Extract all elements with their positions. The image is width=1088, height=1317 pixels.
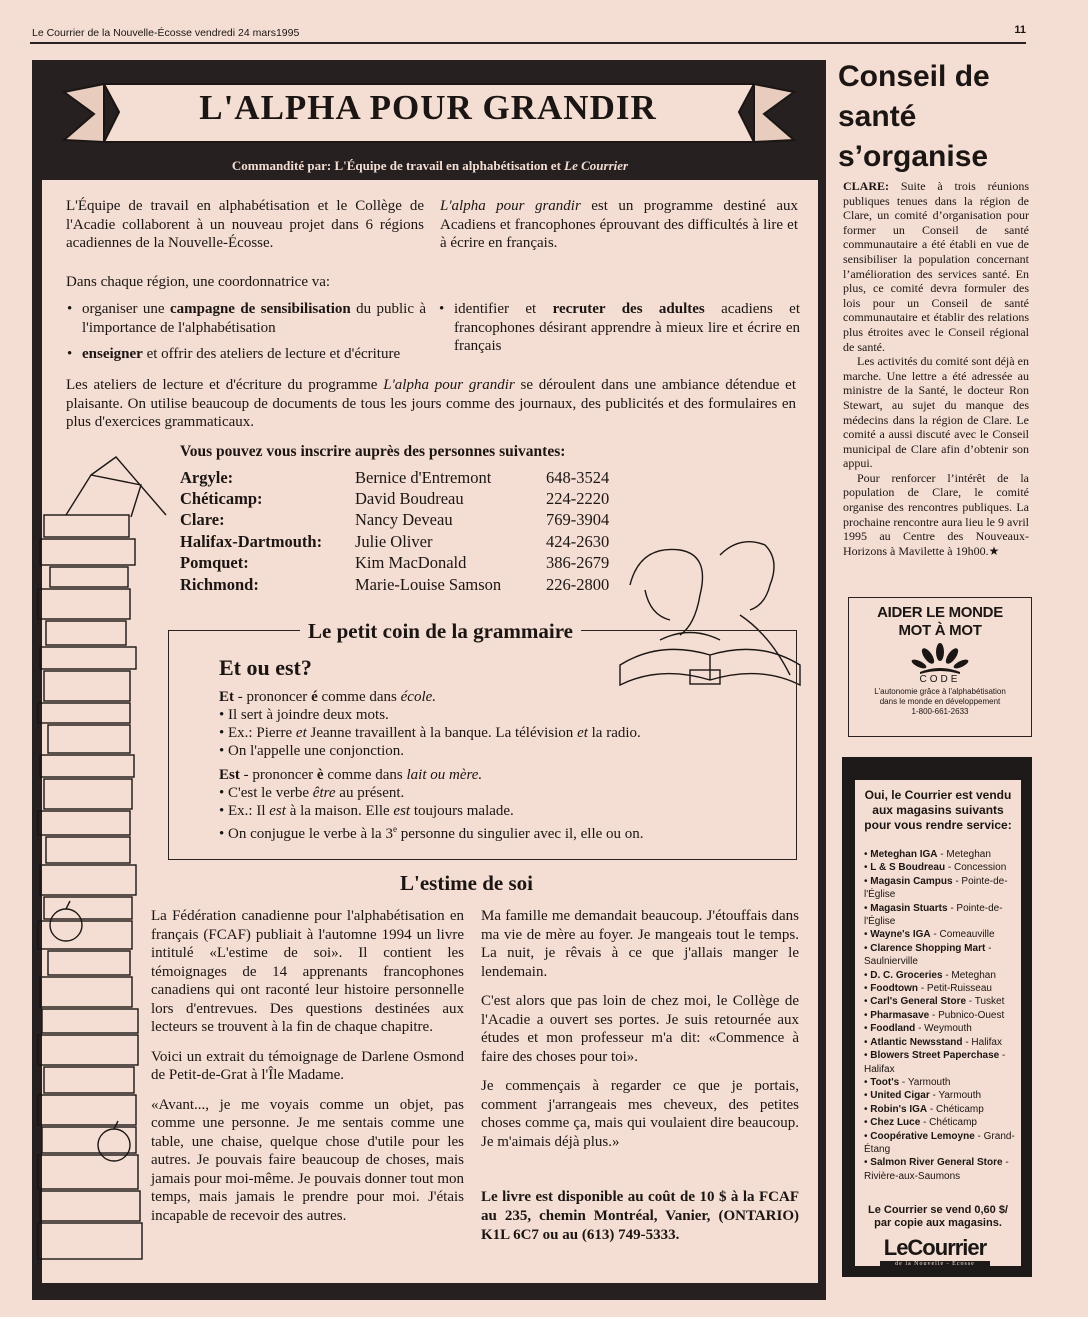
- grammar-subtitle: Et ou est?: [219, 655, 312, 680]
- shop-item: • United Cigar - Yarmouth: [864, 1090, 982, 1102]
- article-title: L'ALPHA POUR GRANDIR: [199, 88, 657, 127]
- inscription-title: Vous pouvez vous inscrire auprès des personnes suivantes:: [180, 443, 566, 460]
- et-heading: Et - prononcer é comme dans école.: [219, 689, 437, 705]
- shops-price-note: Le Courrier se vend 0,60 $/ par copie aux magasins.: [867, 1204, 1008, 1229]
- ateliers-paragraph: Les ateliers de lecture et d'écriture du programme L'alpha pour grandir se déroulent dans une ambiance détendue et plaisante. On utilise beaucoup de documents de tous les jours comme des journaux, des publicités et des formulaires en plus d'exercices grammaticaux.: [66, 377, 796, 430]
- bullet-recruter: • identifier et recruter des adultes acadiens et francophones désirant apprendre à mieux lire et écrire en français: [438, 300, 800, 356]
- shop-item: • Magasin Stuarts - Pointe-de-l'Église: [864, 902, 1003, 928]
- code-ad: [848, 597, 1032, 737]
- region-intro-line: Dans chaque région, une coordonnatrice va:: [66, 274, 331, 290]
- code-wordmark: CODE: [919, 674, 961, 685]
- le-courrier-logo: LeCourrier de la Nouvelle - Écosse: [880, 1236, 990, 1267]
- estime-right-column: [481, 907, 799, 1162]
- estime-paragraph: Je commençais à regarder ce que je portais, comment j'arrangeais mes cheveux, des petites choses comme ça, mais qui voulaient dire beaucoup. Je m'aimais déjà plus.»: [481, 1078, 799, 1150]
- estime-paragraph: Ma famille me demandait beaucoup. J'étouffais dans ma vie de mère au foyer. Je mangeais tout le temps. La nuit, je rêvais à ce que j'allais manger le lendemain.: [481, 908, 799, 980]
- est-line-2: • Ex.: Il est à la maison. Elle est toujours malade.: [219, 803, 514, 819]
- intro-right: L'alpha pour grandir est un programme destiné aux Acadiens et francophones éprouvant des difficultés à lire et à écrire en français.: [440, 198, 798, 251]
- conseil-paragraph: Pour renforcer l’intérêt de la population de Clare, le comité organise des rencontres publiques. La prochaine rencontre aura lieu le 9 avril 1995 au Centre des Nouveaux-Horizons à Mavilette à 19h00.★: [843, 470, 1029, 558]
- shop-item: • Clarence Shopping Mart - Saulnierville: [864, 942, 992, 968]
- shop-item: • Meteghan IGA - Meteghan: [864, 849, 991, 860]
- et-line-3: • On l'appelle une conjonction.: [219, 743, 405, 759]
- shop-item: • Coopérative Lemoyne - Grand-Étang: [864, 1130, 1015, 1155]
- code-ad-subtitle: L'autonomie grâce à l'alphabétisation dans le monde en développement 1-800-661-2633: [874, 687, 1006, 716]
- estime-title: L'estime de soi: [400, 871, 533, 895]
- shop-item: • L & S Boudreau - Concession: [864, 862, 1007, 874]
- bullets-right: [438, 300, 800, 362]
- bullet-enseigner: • enseigner et offrir des ateliers de lecture et d'écriture: [66, 345, 426, 364]
- header-rule: [30, 42, 1026, 44]
- intro-left: L'Équipe de travail en alphabétisation et le Collège de l'Acadie collaborent à un nouveau projet dans 6 régions acadiennes de la Nouvelle-Écosse.: [66, 198, 424, 251]
- grammar-text: [219, 688, 789, 843]
- page-number: 11: [1014, 24, 1026, 36]
- shop-item: • Magasin Campus - Pointe-de-l'Église: [864, 875, 1008, 901]
- shop-item: • Wayne's IGA - Comeauville: [864, 929, 995, 941]
- shop-item: • Atlantic Newsstand - Halifax: [864, 1036, 1002, 1048]
- shop-item: • Pharmasave - Pubnico-Ouest: [864, 1009, 1005, 1021]
- conseil-paragraph: CLARE: Suite à trois réunions publiques tenues dans la région de Clare, un comité d’organisation pour former un Conseil de santé communautaire a été établi en vue de sensibiliser la population concernant l’amélioration des services santé. En plus, ce comité devra formuler des lois pour un Conseil de santé communautaire et établir des relations plus étroites avec le Conseil régional de santé.: [843, 179, 1029, 354]
- estime-left-column: [151, 907, 464, 1236]
- shop-item: • Carl's General Store - Tusket: [864, 996, 1005, 1008]
- shop-item: • D. C. Groceries - Meteghan: [864, 969, 996, 981]
- estime-paragraph: C'est alors que pas loin de chez moi, le Collège de l'Acadie a ouvert ses portes. Je suis retournée aux études et mon professeur m'a dit: «Commence à faire des choses pour toi».: [481, 993, 799, 1065]
- et-line-1: • Il sert à joindre deux mots.: [219, 707, 389, 723]
- grammar-title: Le petit coin de la grammaire: [300, 619, 581, 644]
- shop-item: • Robin's IGA - Chéticamp: [864, 1103, 984, 1115]
- estime-paragraph: «Avant..., je me voyais comme un objet, pas comme une personne. Je me sentais comme une table, une chaise, quelque chose d'utile pour les autres. Je pouvais faire beaucoup de choses, mais jamais pour moi-même. Je pouvais donner tout mon temps, mais jamais le prendre pour moi. J'étais incapable de recevoir des autres.: [151, 1096, 464, 1224]
- est-line-1: • C'est le verbe être au présent.: [219, 785, 405, 801]
- code-ad-title: AIDER LE MONDE MOT À MOT: [877, 604, 1003, 639]
- est-line-3: • On conjugue le verbe à la 3e personne du singulier avec il, elle ou on.: [219, 824, 644, 842]
- shop-item: • Foodland - Weymouth: [864, 1023, 972, 1035]
- bullets-left: [66, 300, 426, 370]
- et-line-2: • Ex.: Pierre et Jeanne travaillent à la banque. La télévision et la radio.: [219, 725, 641, 741]
- est-heading: Est - prononcer è comme dans lait ou mère.: [219, 767, 483, 783]
- conseil-headline: Conseil de santé s’organise: [838, 60, 990, 173]
- shop-item: • Toot's - Yarmouth: [864, 1076, 951, 1088]
- sponsor-line: Commandité par: L'Équipe de travail en alphabétisation et Le Courrier: [231, 158, 629, 173]
- conseil-body: [843, 179, 1029, 558]
- book-availability: Le livre est disponible au coût de 10 $ à la FCAF au 235, chemin Montréal, Vanier, (ONTARIO) K1L 6C7 ou au (613) 749-5333.: [481, 1189, 799, 1243]
- shops-heading: Oui, le Courrier est vendu aux magasins suivants pour vous rendre service:: [864, 788, 1012, 832]
- conseil-paragraph: Les activités du comité sont déjà en marche. Une lettre a été adressée au ministre de la Santé, le docteur Ron Stewart, au sujet du manque des médecins dans la région de Clare. Le comité a aussi discuté avec le Conseil municipal de Clare afin d’obtenir son appui.: [843, 354, 1029, 471]
- running-header: Le Courrier de la Nouvelle-Écosse vendredi 24 mars1995: [32, 27, 300, 39]
- estime-paragraph: Voici un extrait du témoignage de Darlene Osmond de Petit-de-Grat à l'Île Madame.: [151, 1048, 464, 1083]
- bullet-campagne: • organiser une campagne de sensibilisation du public à l'importance de l'alphabétisation: [66, 300, 426, 337]
- shop-item: • Chez Luce - Chéticamp: [864, 1117, 977, 1129]
- estime-paragraph: La Fédération canadienne pour l'alphabétisation en français (FCAF) publiait à l'automne 1994 un livre intitulé «L'estime de soi». Il contient les témoignages de 14 apprenants francophones canadiens qui ont raconté leur histoire personnelle lors d'entrevues. Des questions destinées aux lecteurs se trouvent à la fin de chaque chapitre.: [151, 908, 464, 1035]
- code-logo-icon: [910, 642, 970, 676]
- shop-item: • Blowers Street Paperchase - Halifax: [864, 1050, 1006, 1075]
- shop-item: • Foodtown - Petit-Ruisseau: [864, 983, 992, 995]
- shops-list: [864, 848, 1016, 1183]
- shop-item: • Salmon River General Store - Rivière-aux-Saumons: [864, 1157, 1009, 1182]
